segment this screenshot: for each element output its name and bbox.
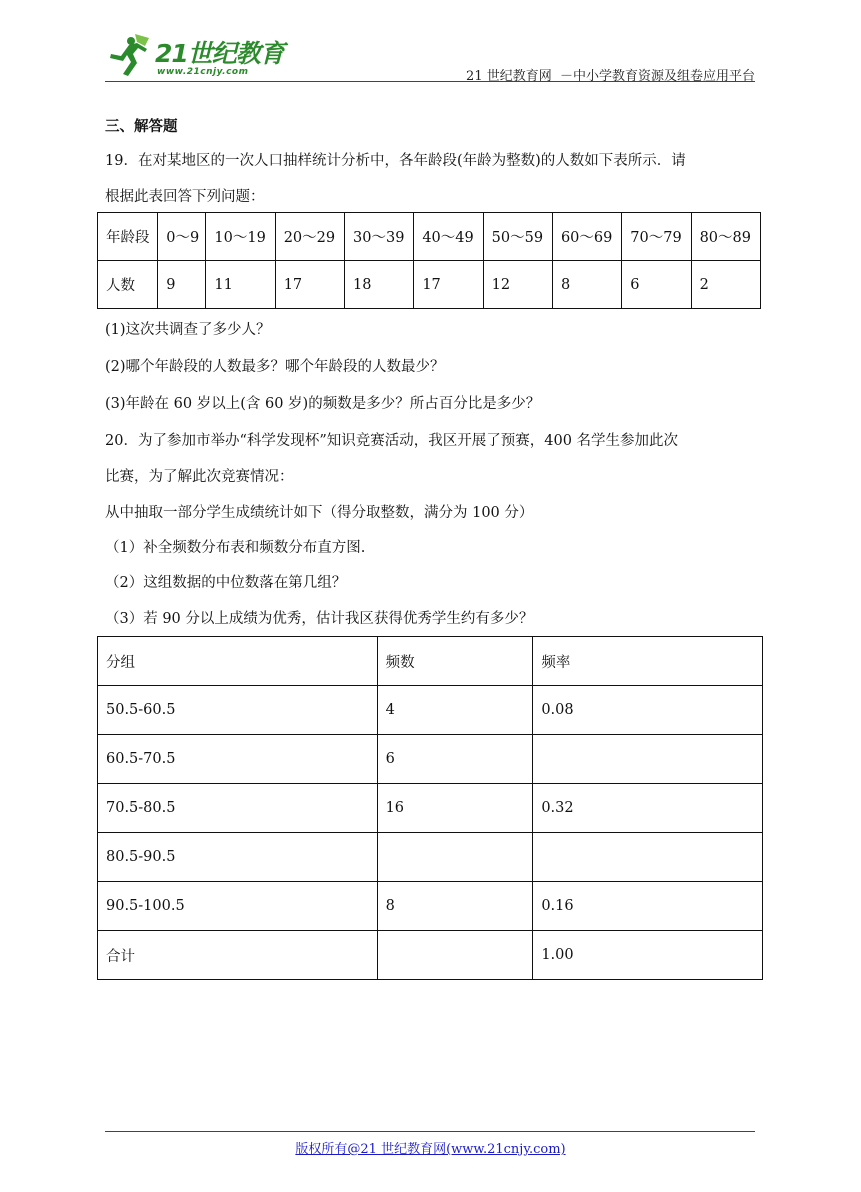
runner-icon — [105, 32, 153, 78]
table-cell: 12 — [483, 261, 552, 309]
table-row — [98, 261, 761, 309]
table-cell: 70～79 — [622, 213, 691, 261]
table-cell: 70.5-80.5 — [98, 784, 378, 833]
q20-sub2: （2）这组数据的中位数落在第几组？ — [105, 575, 347, 591]
table-cell: 18 — [345, 261, 414, 309]
table-cell — [533, 833, 763, 882]
table-cell: 8 — [552, 261, 621, 309]
table-cell: 60～69 — [552, 213, 621, 261]
site-logo — [105, 30, 285, 82]
table-row — [98, 882, 763, 931]
table-row — [98, 686, 763, 735]
q19-sub2: (2)哪个年龄段的人数最多？哪个年龄段的人数最少？ — [105, 359, 445, 375]
table-cell: 30～39 — [345, 213, 414, 261]
table-cell: 17 — [414, 261, 483, 309]
table-cell: 16 — [377, 784, 533, 833]
table-row — [98, 637, 763, 686]
q20-sub3: （3）若 90 分以上成绩为优秀，估计我区获得优秀学生约有多少？ — [105, 611, 534, 627]
table-cell — [377, 931, 533, 980]
q20-text-line2: 比赛，为了解此次竞赛情况： — [105, 469, 294, 485]
q19-text-line2: 根据此表回答下列问题： — [105, 189, 265, 205]
table-header-cell: 分组 — [98, 637, 378, 686]
logo-wordmark: 21世纪教育 — [155, 39, 284, 68]
table-cell: 90.5-100.5 — [98, 882, 378, 931]
table-cell: 0.16 — [533, 882, 763, 931]
table-cell: 20～29 — [275, 213, 344, 261]
table-cell: 人数 — [98, 261, 158, 309]
table-header-cell: 频数 — [377, 637, 533, 686]
footer-divider — [105, 1131, 755, 1132]
table-cell: 40～49 — [414, 213, 483, 261]
table-cell: 6 — [377, 735, 533, 784]
section-title: 三、解答题 — [105, 118, 178, 135]
table-cell: 4 — [377, 686, 533, 735]
table-cell: 8 — [377, 882, 533, 931]
table-cell: 60.5-70.5 — [98, 735, 378, 784]
table-cell: 10～19 — [206, 213, 275, 261]
q20-text-line3: 从中抽取一部分学生成绩统计如下（得分取整数，满分为 100 分） — [105, 505, 534, 521]
age-distribution-table — [97, 212, 761, 309]
q19-text-line1: 19．在对某地区的一次人口抽样统计分析中，各年龄段(年龄为整数)的人数如下表所示．请 — [105, 153, 686, 169]
footer-copyright-link[interactable]: 版权所有@21 世纪教育网(www.21cnjy.com) — [295, 1142, 566, 1157]
table-row — [98, 931, 763, 980]
page-header — [105, 30, 755, 82]
table-cell: 17 — [275, 261, 344, 309]
table-cell: 合计 — [98, 931, 378, 980]
table-cell: 80.5-90.5 — [98, 833, 378, 882]
table-cell: 1.00 — [533, 931, 763, 980]
frequency-table — [97, 636, 763, 980]
table-cell: 50.5-60.5 — [98, 686, 378, 735]
logo-url: www.21cnjy.com — [157, 67, 249, 77]
table-header-cell: 频率 — [533, 637, 763, 686]
table-cell: 0.08 — [533, 686, 763, 735]
table-cell: 0～9 — [158, 213, 206, 261]
q20-sub1: （1）补全频数分布表和频数分布直方图. — [105, 540, 366, 556]
table-cell: 6 — [622, 261, 691, 309]
table-cell — [377, 833, 533, 882]
table-cell: 9 — [158, 261, 206, 309]
q19-sub1: (1)这次共调查了多少人？ — [105, 322, 271, 338]
table-cell: 80～89 — [691, 213, 760, 261]
table-cell: 年龄段 — [98, 213, 158, 261]
site-tagline: 21 世纪教育网 －中小学教育资源及组卷应用平台 — [466, 69, 755, 84]
header-divider — [105, 81, 755, 82]
table-cell: 2 — [691, 261, 760, 309]
table-row — [98, 833, 763, 882]
table-cell: 50～59 — [483, 213, 552, 261]
table-row — [98, 784, 763, 833]
table-cell — [533, 735, 763, 784]
table-cell: 0.32 — [533, 784, 763, 833]
q19-sub3: (3)年龄在 60 岁以上(含 60 岁)的频数是多少？所占百分比是多少？ — [105, 396, 541, 412]
q20-text-line1: 20．为了参加市举办“科学发现杯”知识竞赛活动，我区开展了预赛，400 名学生参加此次 — [105, 433, 679, 449]
table-cell: 11 — [206, 261, 275, 309]
table-row — [98, 735, 763, 784]
table-row — [98, 213, 761, 261]
